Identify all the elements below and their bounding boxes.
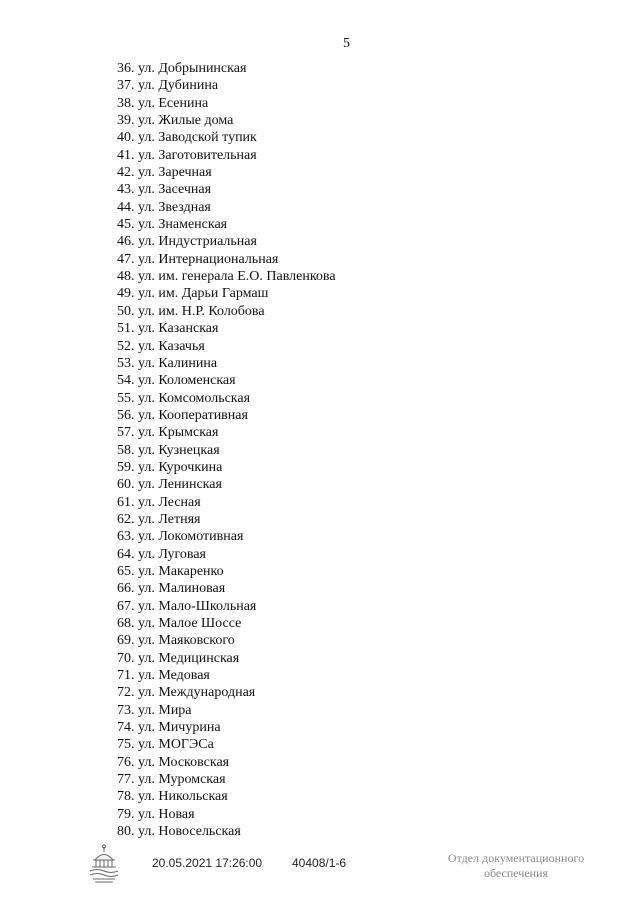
street-list-item: 68. ул. Малое Шоссе	[117, 616, 242, 631]
street-list-item: 40. ул. Заводской тупик	[117, 130, 257, 146]
street-list-item: 71. ул. Медовая	[117, 668, 210, 684]
street-list	[117, 60, 336, 840]
street-list-item: 38. ул. Есенина	[117, 95, 209, 111]
street-list-item: 70. ул. Медицинская	[117, 650, 240, 666]
street-list-item: 64. ул. Луговая	[117, 546, 206, 562]
document-footer	[0, 843, 640, 893]
street-list-item: 69. ул. Маяковского	[117, 633, 235, 649]
street-list-item: 36. ул. Добрынинская	[117, 61, 247, 76]
street-list-item: 48. ул. им. генерала Е.О. Павленкова	[117, 269, 336, 285]
street-list-item: 77. ул. Муромская	[117, 772, 226, 788]
street-list-item: 75. ул. МОГЭСа	[117, 737, 214, 753]
street-list-item: 73. ул. Мира	[117, 702, 192, 718]
street-list-item: 44. ул. Звездная	[117, 199, 211, 215]
street-list-item: 76. ул. Московская	[117, 754, 230, 770]
street-list-item: 39. ул. Жилые дома	[117, 113, 234, 129]
street-list-item: 59. ул. Курочкина	[117, 459, 223, 475]
street-list-item: 63. ул. Локомотивная	[117, 529, 244, 545]
street-list-item: 74. ул. Мичурина	[117, 720, 221, 736]
street-list-item: 54. ул. Коломенская	[117, 373, 236, 389]
street-list-item: 57. ул. Крымская	[117, 425, 219, 441]
street-list-item: 52. ул. Казачья	[117, 338, 205, 354]
street-list-item: 55. ул. Комсомольская	[117, 390, 251, 406]
street-list-item: 80. ул. Новосельская	[117, 824, 241, 840]
page-number: 5	[343, 36, 350, 51]
department-stamp	[432, 851, 600, 881]
street-list-item: 41. ул. Заготовительная	[117, 147, 257, 163]
document-number: 40408/1-6	[292, 856, 347, 870]
street-list-item: 72. ул. Международная	[117, 685, 256, 701]
street-list-item: 50. ул. им. Н.Р. Колобова	[117, 303, 265, 319]
street-list-item: 43. ул. Засечная	[117, 182, 212, 198]
department-stamp-line: Отдел документационного	[447, 851, 585, 865]
street-list-item: 60. ул. Ленинская	[117, 477, 222, 493]
street-list-item: 66. ул. Малиновая	[117, 581, 226, 597]
street-list-item: 79. ул. Новая	[117, 806, 195, 822]
street-list-item: 45. ул. Знаменская	[117, 217, 228, 233]
street-list-item: 56. ул. Кооперативная	[117, 407, 248, 423]
street-list-item: 42. ул. Заречная	[117, 165, 212, 181]
street-list-item: 37. ул. Дубинина	[117, 78, 219, 94]
street-list-item: 58. ул. Кузнецкая	[117, 442, 220, 458]
street-list-item: 53. ул. Калинина	[117, 355, 218, 371]
coat-of-arms-icon	[84, 843, 124, 885]
street-list-item: 51. ул. Казанская	[117, 321, 219, 337]
street-list-item: 65. ул. Макаренко	[117, 563, 224, 579]
street-list-item: 78. ул. Никольская	[117, 789, 228, 805]
street-list-item: 67. ул. Мало-Школьная	[117, 598, 257, 614]
street-list-item: 61. ул. Лесная	[117, 494, 201, 510]
street-list-item: 62. ул. Летняя	[117, 511, 201, 527]
print-datetime: 20.05.2021 17:26:00	[152, 856, 263, 870]
street-list-item: 46. ул. Индустриальная	[117, 234, 257, 250]
street-list-item: 49. ул. им. Дарьи Гармаш	[117, 286, 269, 302]
department-stamp-line: обеспечения	[483, 866, 549, 880]
street-list-item: 47. ул. Интернациональная	[117, 251, 279, 267]
